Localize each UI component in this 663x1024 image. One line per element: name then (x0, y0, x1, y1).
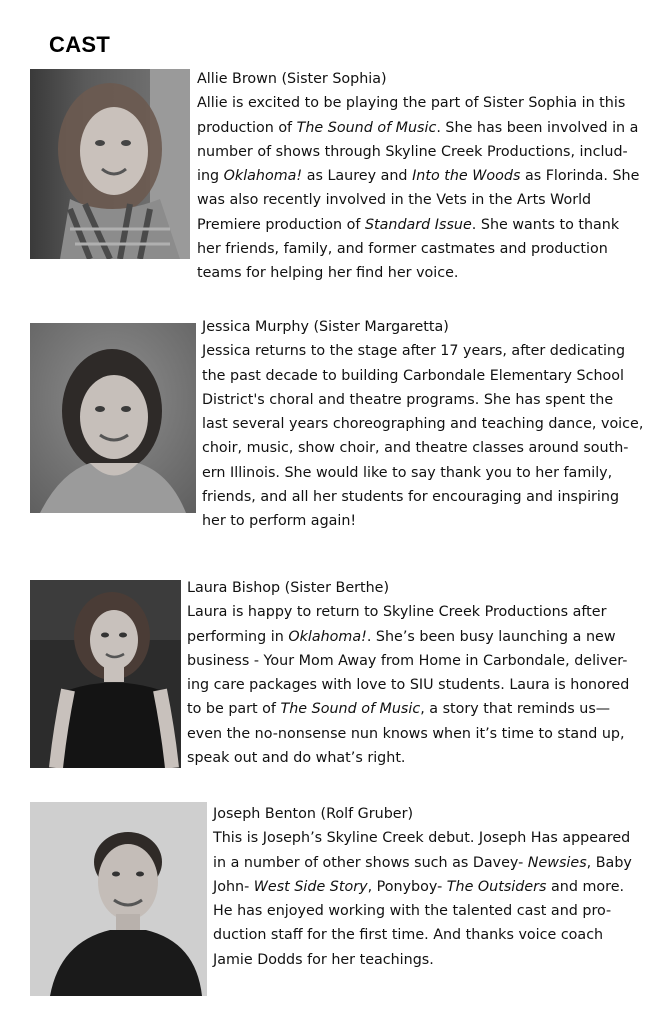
bio-line: her friends, family, and former castmates and production (197, 241, 608, 258)
show-title: The Outsiders (446, 878, 547, 895)
show-title: Oklahoma! (223, 168, 303, 185)
bio-line: friends, and all her students for encouraging and inspiring (202, 489, 620, 506)
show-title: West Side Story (253, 878, 368, 895)
bio-line: He has enjoyed working with the talented cast and pro- (213, 903, 612, 920)
cast-bio-joseph-benton (213, 802, 643, 972)
cast-bio-allie-brown (197, 67, 640, 286)
bio-line: number of shows through Skyline Creek Productions, includ- (197, 143, 628, 160)
bio-line: teams for helping her find her voice. (197, 265, 459, 282)
bio-line: Jamie Dodds for her teachings. (213, 951, 434, 968)
bio-line: Laura is happy to return to Skyline Creek Productions after (187, 604, 607, 621)
bio-line: even the no-nonsense nun knows when it’s time to stand up, (187, 725, 625, 742)
bio-line: ing Oklahoma! as Laurey and Into the Woods as Florinda. She (197, 168, 640, 185)
allie-brown-headshot (30, 69, 190, 259)
show-title: Standard Issue (364, 216, 472, 233)
show-title: Oklahoma! (288, 628, 367, 645)
bio-line: choir, music, show choir, and theatre classes around south- (202, 440, 629, 457)
cast-name: Joseph Benton (Rolf Gruber) (213, 806, 414, 822)
bio-line: performing in Oklahoma!. She’s been busy launching a new (187, 628, 616, 645)
show-title: The Sound of Music (280, 701, 421, 718)
bio-line: last several years choreographing and teaching dance, voice, (202, 416, 644, 433)
show-title: Into the Woods (412, 168, 521, 185)
bio-line: was also recently involved in the Vets in the Arts World (197, 192, 592, 209)
show-title: Newsies (527, 854, 587, 871)
cast-bio-text (187, 600, 637, 770)
cast-bio-laura-bishop (187, 576, 637, 770)
bio-line: production of The Sound of Music. She has been involved in a (197, 119, 639, 136)
bio-line: the past decade to building Carbondale Elementary School (202, 367, 625, 384)
bio-line: business - Your Mom Away from Home in Carbondale, deliver- (187, 652, 628, 669)
jessica-murphy-headshot (30, 323, 196, 513)
show-title: The Sound of Music (296, 119, 437, 136)
bio-line: Premiere production of Standard Issue. She wants to thank (197, 216, 620, 233)
bio-line: ing care packages with love to SIU students. Laura is honored (187, 677, 630, 694)
cast-name: Allie Brown (Sister Sophia) (197, 71, 387, 87)
cast-name: Jessica Murphy (Sister Margaretta) (202, 319, 449, 335)
bio-line: Allie is excited to be playing the part of Sister Sophia in this (197, 95, 626, 112)
page-title: CAST (49, 32, 111, 57)
cast-bio-text (202, 339, 642, 533)
bio-line: This is Joseph’s Skyline Creek debut. Joseph Has appeared (213, 830, 631, 847)
bio-line: speak out and do what’s right. (187, 750, 406, 767)
bio-line: District's choral and theatre programs. She has spent the (202, 391, 614, 408)
cast-bio-jessica-murphy (202, 315, 642, 534)
bio-line: John- West Side Story, Ponyboy- The Outsiders and more. (213, 878, 625, 895)
bio-line: Jessica returns to the stage after 17 years, after dedicating (202, 343, 626, 360)
bio-line: to be part of The Sound of Music, a story that reminds us— (187, 701, 611, 718)
bio-line: in a number of other shows such as Davey- Newsies, Baby (213, 854, 632, 871)
joseph-benton-headshot (30, 802, 207, 996)
bio-line: duction staff for the first time. And thanks voice coach (213, 927, 604, 944)
bio-line: ern Illinois. She would like to say thank you to her family, (202, 464, 613, 481)
cast-bio-text (213, 826, 643, 972)
cast-name: Laura Bishop (Sister Berthe) (187, 580, 390, 596)
laura-bishop-headshot (30, 580, 181, 768)
cast-bio-text (197, 91, 640, 285)
bio-line: her to perform again! (202, 513, 357, 530)
